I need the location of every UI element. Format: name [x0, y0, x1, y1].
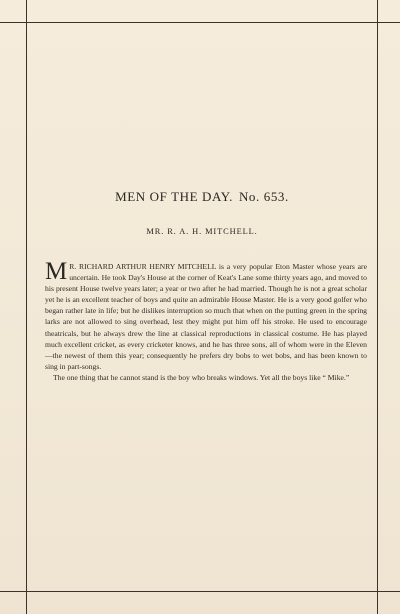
- issue-number: No. 653.: [238, 189, 289, 204]
- frame-rule-bottom: [0, 591, 400, 592]
- frame-rule-left: [26, 0, 27, 614]
- title-text: MEN OF THE DAY.: [115, 189, 233, 204]
- article-body: [45, 258, 367, 383]
- frame-rule-top: [0, 22, 400, 23]
- drop-cap: M: [45, 258, 68, 285]
- frame-rule-right: [377, 0, 378, 614]
- article-paragraph-1: [45, 258, 367, 372]
- article-paragraph-2: The one thing that he cannot stand is the boy who breaks windows. Yet all the boys like “ Mike.”: [53, 372, 350, 382]
- page-title: [27, 189, 377, 205]
- subject-name: MR. R. A. H. MITCHELL.: [146, 227, 258, 236]
- paragraph-1-text: R. RICHARD ARTHUR HENRY MITCHELL is a very popular Eton Master whose years are uncertain. He took Day's House at the corner of Keat's Lane some thirty years ago, and moved to his present House twelve years later; a year or two after he had married. Though he is not a great scholar yet he is an excellent teacher of boys and quite an admirable House Master. He is a very good golfer who began rather late in life; but he dislikes interruption so much that when on the putting green in the spring larks are not allowed to sing overhead, lest they might put him off his stroke. He used to encourage theatricals, but he always drew the line at classical reproductions in classical costume. He has played much excellent cricket, as every cricketer knows, and he has three sons, all of whom were in the Eleven—the newest of them this year; consequently he prefers dry bobs to wet bobs, and has been known to sing in part-songs.: [45, 262, 367, 371]
